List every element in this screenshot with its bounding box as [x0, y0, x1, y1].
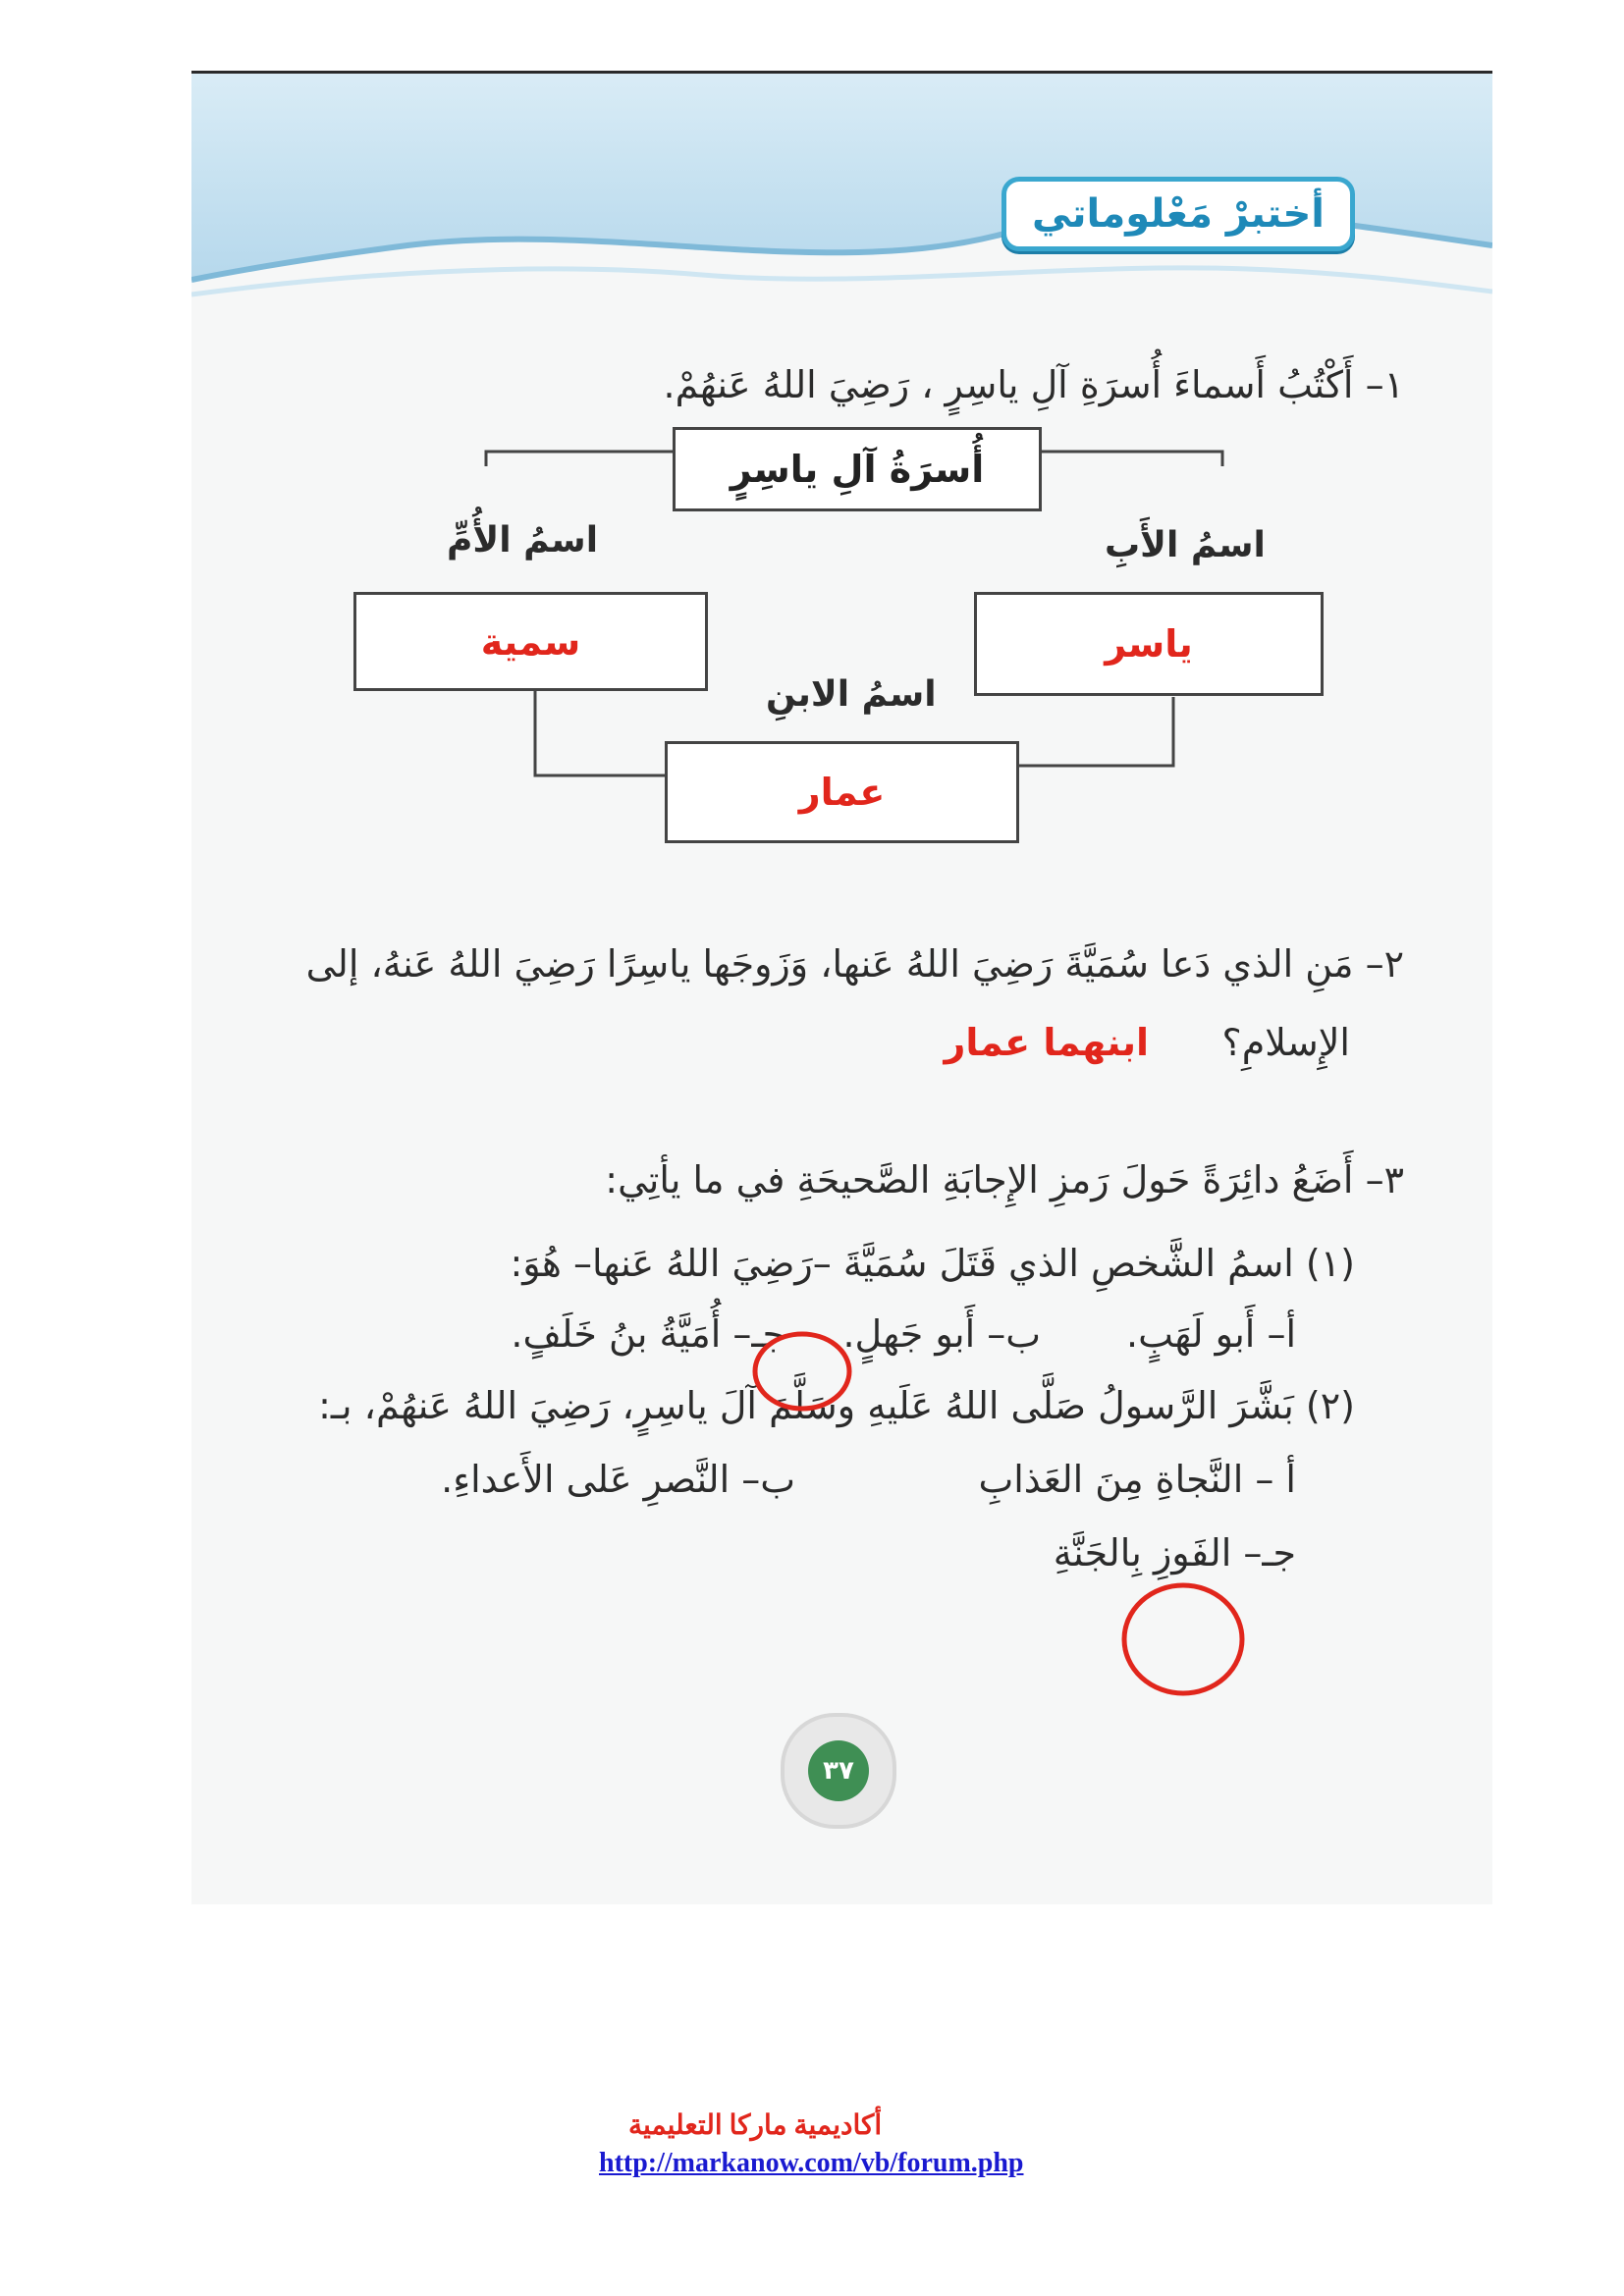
textbook-page — [191, 74, 1492, 1904]
q2-answer: ابنهما عمار — [944, 1021, 1149, 1064]
mother-name-box — [353, 592, 708, 691]
q2-prompt-line2: الإِسلامِ؟ — [1221, 1021, 1350, 1064]
answer-circle-item2 — [1124, 1585, 1242, 1693]
family-diagram-connectors — [191, 74, 1492, 1904]
q3-item1-option-b: ب– أَبو جَهلٍ. — [842, 1312, 1041, 1356]
q3-item2-option-a: أ – النَّجاةِ مِنَ العَذابِ — [978, 1458, 1296, 1501]
q3-item1-option-c: جـ– أُمَيَّةُ بنُ خَلَفٍ. — [511, 1312, 785, 1356]
father-answer: ياسر — [1105, 622, 1193, 666]
footer-link[interactable]: http://markanow.com/vb/forum.php — [599, 2148, 1024, 2178]
page-number-badge — [781, 1713, 896, 1829]
father-label: اسمُ الأَبِ — [1105, 525, 1266, 565]
section-title: أختبرْ مَعْلوماتي — [1031, 191, 1325, 237]
answer-circles — [191, 74, 1492, 1904]
mother-answer: سمية — [480, 619, 581, 664]
mother-label: اسمُ الأُمِّ — [447, 520, 599, 561]
family-box — [673, 427, 1042, 511]
page-number: ٣٧ — [823, 1756, 854, 1786]
q2-prompt-line1: ٢– مَنِ الذي دَعا سُمَيَّةَ رَضِيَ اللهُ عَنها، وَزَوجَها ياسِرًا رَضِيَ اللهُ عَنهُ، إلى — [305, 942, 1404, 986]
son-label: اسمُ الابنِ — [766, 674, 937, 715]
section-title-badge — [1001, 177, 1355, 251]
footer-org: أكاديمية ماركا التعليمية — [628, 2110, 883, 2141]
q3-item1-stem: (١) اسمُ الشَّخصِ الذي قَتَلَ سُمَيَّةَ –رَضِيَ اللهُ عَنها– هُوَ: — [510, 1242, 1355, 1285]
q3-item2-stem: (٢) بَشَّرَ الرَّسولُ صَلَّى اللهُ عَلَيهِ وسَلَّمَ آلَ ياسِرٍ، رَضِيَ اللهُ عَنهُمْ، بـ: — [318, 1384, 1355, 1427]
son-name-box — [665, 741, 1019, 843]
q3-item1-option-a: أ– أَبو لَهَبٍ. — [1126, 1312, 1296, 1356]
q3-prompt: ٣– أَضَعُ دائِرَةً حَولَ رَمزِ الإِجابَةِ الصَّحيحَةِ في ما يأتِي: — [605, 1158, 1404, 1201]
family-box-label: أُسرَةُ آلِ ياسِرٍ — [730, 448, 985, 491]
q3-item2-option-c: جـ– الفَوزِ بِالجَنَّةِ — [1053, 1531, 1296, 1575]
q3-item2-option-b: ب– النَّصرِ عَلى الأَعداءِ. — [441, 1458, 795, 1501]
q1-prompt: ١– أَكْتُبُ أَسماءَ أُسرَةِ آلِ ياسِرٍ ، رَضِيَ اللهُ عَنهُمْ. — [663, 363, 1404, 406]
son-answer: عمار — [798, 771, 886, 814]
father-name-box — [974, 592, 1324, 696]
